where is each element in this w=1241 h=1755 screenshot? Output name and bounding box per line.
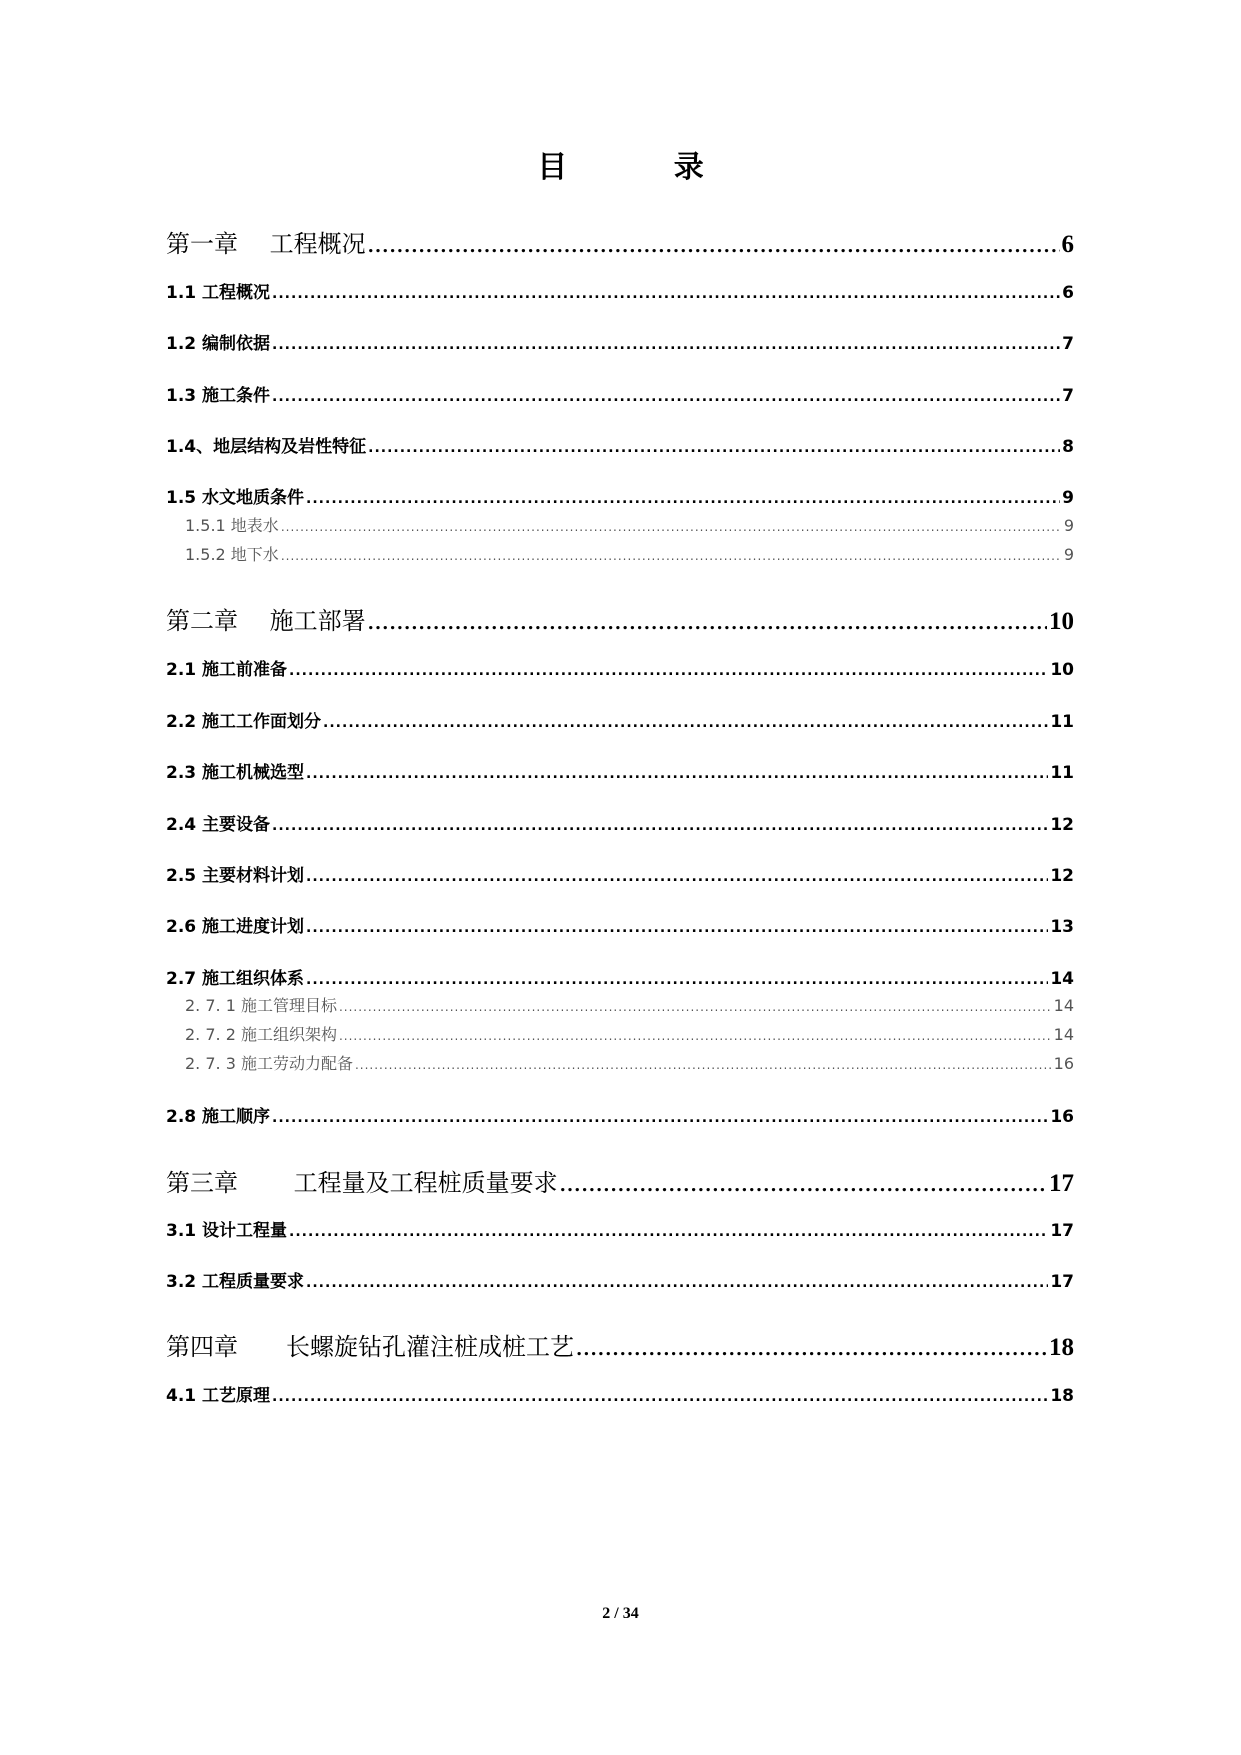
dot-leader — [323, 715, 1048, 731]
toc-entry-label: 第三章 工程量及工程桩质量要求 — [166, 1169, 558, 1197]
dot-leader — [355, 1058, 1052, 1072]
toc-entry-page: 18 — [1050, 1386, 1074, 1406]
toc-entry-section[interactable] — [166, 483, 1074, 508]
dot-leader — [272, 337, 1060, 353]
toc-entry-page: 14 — [1053, 996, 1074, 1015]
toc-entry-page: 9 — [1062, 488, 1074, 508]
toc-entry-section[interactable] — [166, 707, 1074, 732]
toc-entry-chapter[interactable] — [166, 601, 1074, 636]
dot-leader — [560, 1175, 1047, 1196]
toc-entry-label: 1.4、地层结构及岩性特征 — [166, 437, 367, 457]
toc-entry-label: 1.5 水文地质条件 — [166, 488, 305, 508]
toc-entry-section[interactable] — [166, 758, 1074, 783]
toc-entry-page: 8 — [1062, 437, 1074, 457]
toc-entry-page: 18 — [1049, 1334, 1074, 1361]
toc-entry-page: 14 — [1050, 969, 1074, 989]
toc-entry-page: 16 — [1050, 1107, 1074, 1127]
dot-leader — [281, 549, 1062, 563]
toc-entry-page: 13 — [1050, 917, 1074, 937]
dot-leader — [368, 236, 1060, 257]
toc-entry-page: 17 — [1050, 1221, 1074, 1241]
toc-entry-page: 7 — [1062, 334, 1074, 354]
toc-entry-chapter[interactable] — [166, 224, 1074, 259]
toc-entry-section[interactable] — [166, 1381, 1074, 1406]
dot-leader — [306, 491, 1060, 507]
toc-entry-page: 7 — [1062, 386, 1074, 406]
toc-entry-label: 2.5 主要材料计划 — [166, 866, 305, 886]
toc-entry-label: 1.5.2 地下水 — [185, 545, 279, 564]
toc-entry-section[interactable] — [166, 1216, 1074, 1241]
toc-entry-page: 10 — [1050, 660, 1074, 680]
dot-leader — [306, 920, 1048, 936]
dot-leader — [368, 440, 1060, 456]
toc-entry-section[interactable] — [166, 810, 1074, 835]
toc-entry-page: 10 — [1049, 608, 1074, 635]
toc-entry-label: 第一章 工程概况 — [166, 230, 366, 258]
toc-entry-section[interactable] — [166, 964, 1074, 989]
dot-leader — [272, 818, 1048, 834]
toc-entry-label: 2. 7. 3 施工劳动力配备 — [185, 1054, 353, 1073]
toc-entry-section[interactable] — [166, 655, 1074, 680]
toc-entry-section[interactable] — [166, 278, 1074, 303]
page-number: 2 / 34 — [602, 1605, 639, 1622]
toc-entry-label: 2.8 施工顺序 — [166, 1107, 271, 1127]
toc-entry-section[interactable] — [166, 861, 1074, 886]
toc-entry-page: 16 — [1053, 1054, 1074, 1073]
dot-leader — [289, 663, 1048, 679]
toc-entry-section[interactable] — [166, 912, 1074, 937]
dot-leader — [339, 1000, 1052, 1014]
dot-leader — [306, 972, 1048, 988]
dot-leader — [272, 286, 1060, 302]
toc-entry-label: 1.3 施工条件 — [166, 386, 271, 406]
page-title: 目 录 — [537, 150, 752, 185]
toc-entry-label: 第四章 长螺旋钻孔灌注桩成桩工艺 — [166, 1333, 574, 1361]
toc-entry-sub[interactable] — [185, 542, 1074, 565]
toc-entry-sub[interactable] — [185, 1051, 1074, 1074]
toc-entry-page: 17 — [1049, 1170, 1074, 1197]
toc-entry-label: 1.5.1 地表水 — [185, 516, 279, 535]
toc-entry-page: 17 — [1050, 1272, 1074, 1292]
dot-leader — [272, 1110, 1048, 1126]
toc-entry-label: 2.4 主要设备 — [166, 815, 271, 835]
toc-entry-label: 2.1 施工前准备 — [166, 660, 288, 680]
dot-leader — [576, 1339, 1047, 1360]
dot-leader — [306, 869, 1048, 885]
toc-entry-label: 2.6 施工进度计划 — [166, 917, 305, 937]
toc-entry-section[interactable] — [166, 381, 1074, 406]
toc-entry-label: 2.3 施工机械选型 — [166, 763, 305, 783]
toc-entry-page: 12 — [1050, 866, 1074, 886]
toc-entry-label: 1.2 编制依据 — [166, 334, 271, 354]
toc-entry-page: 11 — [1050, 712, 1074, 732]
toc-entry-chapter[interactable] — [166, 1327, 1074, 1362]
toc-entry-chapter[interactable] — [166, 1163, 1074, 1198]
toc-entry-page: 12 — [1050, 815, 1074, 835]
toc-entry-page: 9 — [1063, 516, 1074, 535]
dot-leader — [306, 766, 1048, 782]
dot-leader — [281, 520, 1062, 534]
toc-entry-label: 2. 7. 2 施工组织架构 — [185, 1025, 337, 1044]
toc-entry-section[interactable] — [166, 1102, 1074, 1127]
toc-entry-label: 3.2 工程质量要求 — [166, 1272, 305, 1292]
toc-entry-page: 6 — [1062, 283, 1074, 303]
toc-entry-page: 9 — [1063, 545, 1074, 564]
dot-leader — [306, 1275, 1048, 1291]
toc-entry-label: 3.1 设计工程量 — [166, 1221, 288, 1241]
toc-entry-section[interactable] — [166, 1267, 1074, 1292]
toc-entry-section[interactable] — [166, 432, 1074, 457]
toc-entry-label: 1.1 工程概况 — [166, 283, 271, 303]
toc-entry-label: 2.2 施工工作面划分 — [166, 712, 322, 732]
toc-entry-sub[interactable] — [185, 1022, 1074, 1045]
toc-entry-label: 4.1 工艺原理 — [166, 1386, 271, 1406]
toc-entry-label: 2.7 施工组织体系 — [166, 969, 305, 989]
toc-entry-sub[interactable] — [185, 513, 1074, 536]
toc-entry-label: 第二章 施工部署 — [166, 607, 366, 635]
toc-entry-page: 14 — [1053, 1025, 1074, 1044]
toc-entry-label: 2. 7. 1 施工管理目标 — [185, 996, 337, 1015]
dot-leader — [339, 1029, 1052, 1043]
toc-entry-page: 6 — [1061, 231, 1074, 258]
toc-entry-sub[interactable] — [185, 993, 1074, 1016]
dot-leader — [289, 1224, 1048, 1240]
toc-entry-section[interactable] — [166, 329, 1074, 354]
toc-entry-page: 11 — [1050, 763, 1074, 783]
dot-leader — [272, 389, 1060, 405]
dot-leader — [272, 1389, 1048, 1405]
dot-leader — [368, 613, 1047, 634]
